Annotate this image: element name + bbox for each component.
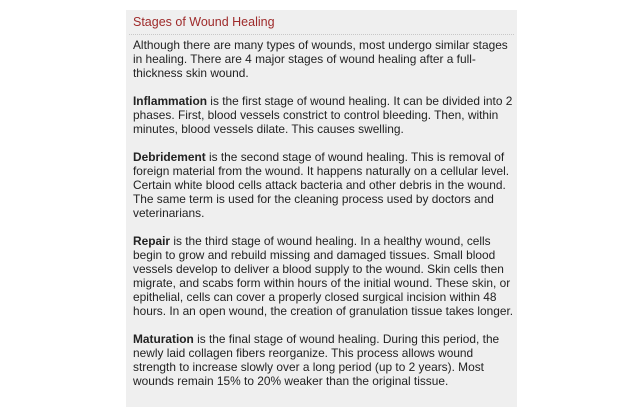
stage-paragraph-debridement (133, 150, 514, 220)
stage-name-repair: Repair (133, 234, 171, 248)
panel-title: Stages of Wound Healing (133, 15, 275, 29)
panel-content (133, 38, 514, 402)
stage-text-debridement: is the second stage of wound healing. This is removal of foreign material from the wound. It happens naturally on a cellular level. Certain white blood cells attack bacteria and other debris in the wound. The same term is used for the cleaning process used by doctors and veterinarians. (133, 150, 510, 220)
stage-paragraph-maturation (133, 332, 514, 388)
wound-healing-panel (126, 10, 517, 407)
title-divider (129, 34, 514, 35)
intro-paragraph: Although there are many types of wounds, most undergo similar stages in healing. There are 4 major stages of wound healing after a full-thickness skin wound. (133, 38, 508, 80)
stage-text-maturation: is the final stage of wound healing. During this period, the newly laid collagen fibers reorganize. This process allows wound strength to increase slowly over a long period (up to 2 years). Most wounds remain 15% to 20% weaker than the original tissue. (133, 332, 500, 388)
stage-text-inflammation: is the first stage of wound healing. It can be divided into 2 phases. First, blood vessels constrict to control bleeding. Then, within minutes, blood vessels dilate. This causes swelling. (133, 94, 513, 136)
stage-name-maturation: Maturation (133, 332, 194, 346)
stage-paragraph-repair (133, 234, 514, 318)
stage-name-inflammation: Inflammation (133, 94, 207, 108)
stage-paragraph-inflammation (133, 94, 514, 136)
stage-text-repair: is the third stage of wound healing. In a healthy wound, cells begin to grow and rebuild missing and damaged tissues. Small blood vessels develop to deliver a blood supply to the wound. Skin cells then migrate, and scabs form within hours of the initial wound. These skin, or epithelial, cells can cover a properly closed surgical incision within 48 hours. In an open wound, the creation of granulation tissue takes longer. (133, 234, 514, 318)
stage-name-debridement: Debridement (133, 150, 206, 164)
